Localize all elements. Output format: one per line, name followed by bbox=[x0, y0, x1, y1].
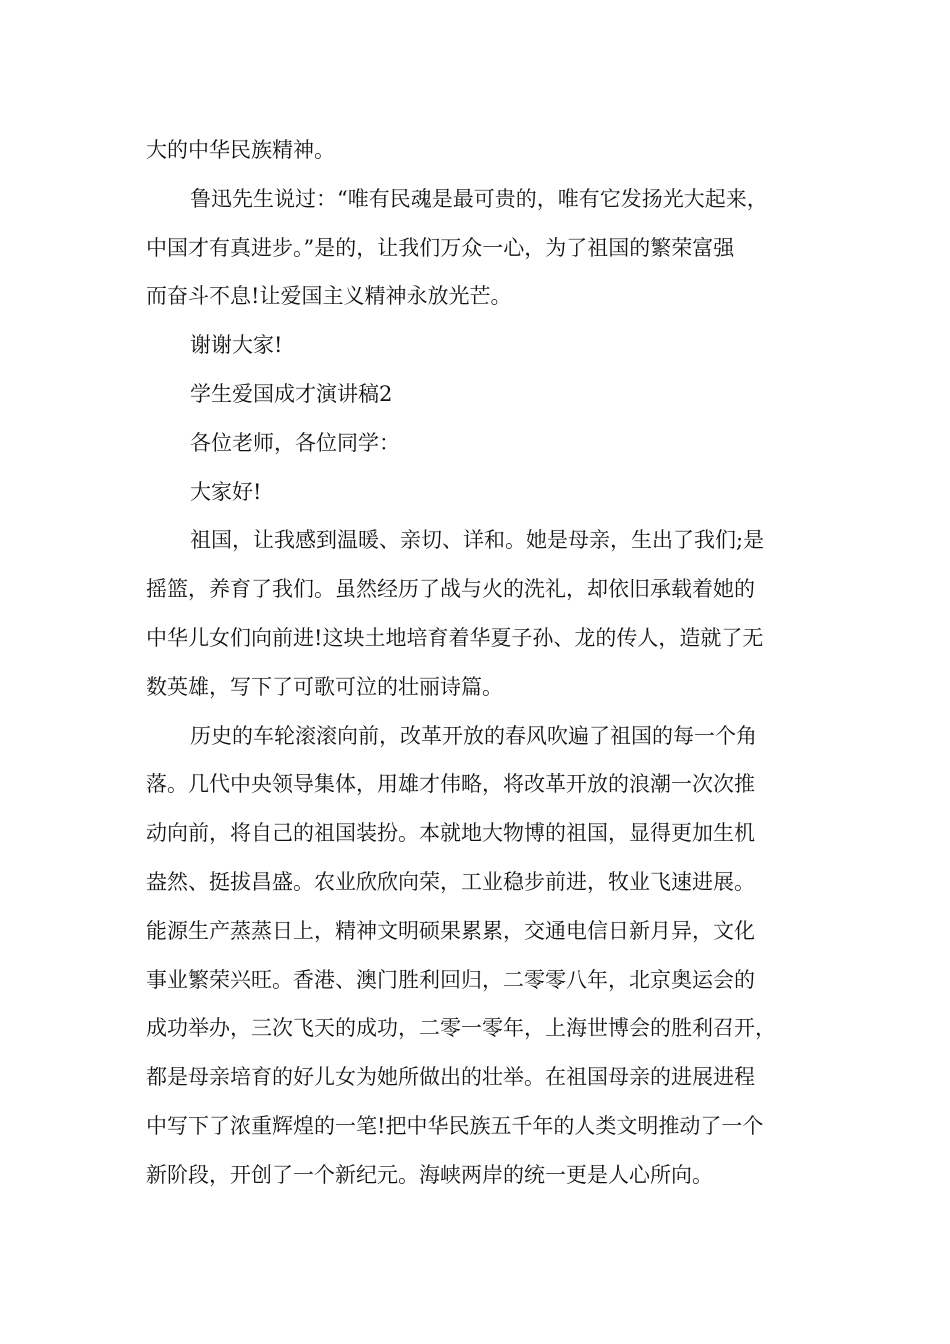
salutation-line: 各位老师，各位同学： bbox=[190, 430, 400, 455]
paragraph-line: 动向前，将自己的祖国装扮。本就地大物博的祖国，显得更加生机 bbox=[146, 821, 755, 846]
paragraph-line: 祖国，让我感到温暖、亲切、详和。她是母亲，生出了我们;是 bbox=[190, 528, 765, 553]
paragraph-line: 中国才有真进步。”是的，让我们万众一心，为了祖国的繁荣富强 bbox=[146, 235, 735, 260]
paragraph-line: 事业繁荣兴旺。香港、澳门胜利回归，二零零八年，北京奥运会的 bbox=[146, 967, 755, 992]
paragraph-line: 落。几代中央领导集体，用雄才伟略，将改革开放的浪潮一次次推 bbox=[146, 772, 755, 797]
closing-line: 谢谢大家! bbox=[190, 333, 283, 358]
paragraph-line: 鲁迅先生说过：“唯有民魂是最可贵的，唯有它发扬光大起来， bbox=[190, 186, 768, 211]
paragraph-line: 成功举办，三次飞天的成功，二零一零年，上海世博会的胜利召开， bbox=[146, 1016, 776, 1041]
greeting-line: 大家好! bbox=[190, 479, 262, 504]
paragraph-line: 而奋斗不息!让爱国主义精神永放光芒。 bbox=[146, 284, 512, 309]
paragraph-line: 中写下了浓重辉煌的一笔!把中华民族五千年的人类文明推动了一个 bbox=[146, 1113, 764, 1138]
paragraph-line: 历史的车轮滚滚向前，改革开放的春风吹遍了祖国的每一个角 bbox=[190, 723, 757, 748]
paragraph-line: 盎然、挺拔昌盛。农业欣欣向荣，工业稳步前进，牧业飞速进展。 bbox=[146, 869, 755, 894]
paragraph-line: 新阶段，开创了一个新纪元。海峡两岸的统一更是人心所向。 bbox=[146, 1162, 713, 1187]
paragraph-line: 摇篮，养育了我们。虽然经历了战与火的洗礼，却依旧承载着她的 bbox=[146, 577, 755, 602]
document-body bbox=[146, 126, 810, 1200]
paragraph-line: 能源生产蒸蒸日上，精神文明硕果累累，交通电信日新月异，文化 bbox=[146, 918, 755, 943]
paragraph-line: 数英雄，写下了可歌可泣的壮丽诗篇。 bbox=[146, 674, 503, 699]
section-title: 学生爱国成才演讲稿2 bbox=[190, 381, 393, 406]
paragraph-line: 中华儿女们向前进!这块土地培育着华夏子孙、龙的传人，造就了无 bbox=[146, 625, 764, 650]
paragraph-line: 都是母亲培育的好儿女为她所做出的壮举。在祖国母亲的进展进程 bbox=[146, 1065, 755, 1090]
paragraph-line: 大的中华民族精神。 bbox=[146, 138, 335, 162]
